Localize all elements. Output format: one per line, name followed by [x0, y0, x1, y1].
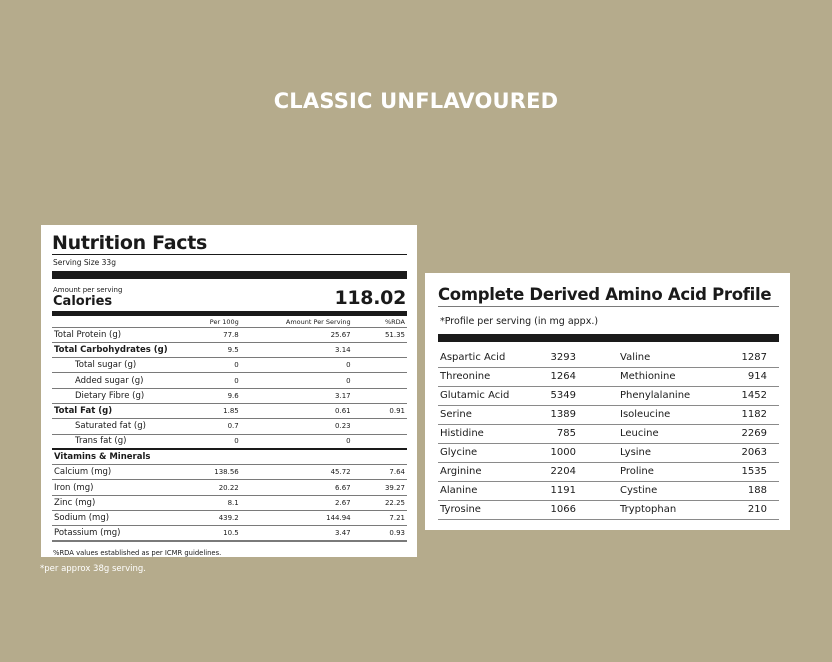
- rda-value: 0.93: [351, 526, 407, 541]
- amino-acid-value: 785: [538, 424, 576, 443]
- per-100g-value: 9.6: [177, 388, 238, 403]
- amino-acid-name: Alanine: [438, 481, 538, 500]
- nutrient-label: Total sugar (g): [52, 358, 177, 373]
- amino-acid-name: Threonine: [438, 367, 538, 386]
- nutrient-label: Total Fat (g): [52, 403, 177, 418]
- amino-acid-subtitle: *Profile per serving (in mg appx.): [440, 316, 599, 327]
- table-row: [52, 327, 407, 342]
- table-row: [52, 403, 407, 418]
- rda-value: [351, 342, 407, 357]
- rda-value: [351, 419, 407, 434]
- mineral-label: Calcium (mg): [52, 465, 177, 480]
- per-100g-value: 138.56: [177, 465, 238, 480]
- per-100g-value: 0.7: [177, 419, 238, 434]
- per-100g-value: 10.5: [177, 526, 238, 541]
- per-serving-value: 2.67: [239, 495, 351, 510]
- amino-acid-value: 5349: [538, 386, 576, 405]
- rda-value: [351, 373, 407, 388]
- per-100g-value: 20.22: [177, 480, 238, 495]
- serving-footnote: *per approx 38g serving.: [40, 564, 146, 574]
- column-header: [52, 316, 177, 327]
- mineral-label: Potassium (mg): [52, 526, 177, 541]
- amino-acid-name: Glycine: [438, 443, 538, 462]
- table-row: [52, 465, 407, 480]
- table-header-row: [52, 316, 407, 327]
- amino-acid-name: Valine: [618, 348, 719, 367]
- per-serving-value: 3.47: [239, 526, 351, 541]
- amino-acid-value: 3293: [538, 348, 576, 367]
- table-row: [438, 443, 779, 462]
- table-row: [438, 348, 779, 367]
- amino-acid-value: 210: [719, 500, 779, 519]
- per-serving-value: 25.67: [239, 327, 351, 342]
- nutrition-facts-title: Nutrition Facts: [52, 232, 208, 254]
- per-serving-value: 0.61: [239, 403, 351, 418]
- nutrient-label: Total Carbohydrates (g): [52, 342, 177, 357]
- table-row: [52, 342, 407, 357]
- per-100g-value: 439.2: [177, 511, 238, 526]
- amino-acid-name: Isoleucine: [618, 405, 719, 424]
- amino-acid-value: 2204: [538, 462, 576, 481]
- amino-acid-value: 1389: [538, 405, 576, 424]
- nutrient-label: Added sugar (g): [52, 373, 177, 388]
- amino-acid-value: 2269: [719, 424, 779, 443]
- table-row: [438, 481, 779, 500]
- table-row: [438, 462, 779, 481]
- vitamins-minerals-heading-row: [52, 449, 407, 464]
- table-row: [52, 388, 407, 403]
- table-row: [52, 373, 407, 388]
- serving-size: Serving Size 33g: [53, 258, 116, 267]
- amino-acid-value: 2063: [719, 443, 779, 462]
- nutrient-label: Total Protein (g): [52, 327, 177, 342]
- mineral-label: Zinc (mg): [52, 495, 177, 510]
- divider-thick: [52, 271, 407, 279]
- rda-value: 22.25: [351, 495, 407, 510]
- nutrient-label: Dietary Fibre (g): [52, 388, 177, 403]
- per-100g-value: 0: [177, 373, 238, 388]
- per-serving-value: 144.94: [239, 511, 351, 526]
- amino-acid-value: 1182: [719, 405, 779, 424]
- rda-value: [351, 434, 407, 449]
- amino-acid-value: 1000: [538, 443, 576, 462]
- table-row: [52, 526, 407, 541]
- amino-acid-name: Tyrosine: [438, 500, 538, 519]
- amino-acid-value: 914: [719, 367, 779, 386]
- rda-value: 7.21: [351, 511, 407, 526]
- nutrition-facts-panel: [41, 225, 417, 557]
- amino-acid-value: 1535: [719, 462, 779, 481]
- amino-acid-name: Arginine: [438, 462, 538, 481]
- column-header-rda: %RDA: [351, 316, 407, 327]
- vitamins-minerals-heading: Vitamins & Minerals: [52, 449, 407, 464]
- amino-acid-name: Glutamic Acid: [438, 386, 538, 405]
- rda-value: [351, 388, 407, 403]
- amino-acid-value: 1191: [538, 481, 576, 500]
- rda-value: 51.35: [351, 327, 407, 342]
- amino-acid-name: Aspartic Acid: [438, 348, 538, 367]
- table-row: [52, 434, 407, 449]
- per-100g-value: 9.5: [177, 342, 238, 357]
- per-serving-value: 0: [239, 434, 351, 449]
- per-100g-value: 0: [177, 434, 238, 449]
- table-row: [52, 419, 407, 434]
- column-header-amount-per-serving: Amount Per Serving: [239, 316, 351, 327]
- rda-value: 39.27: [351, 480, 407, 495]
- amino-acid-value: 1264: [538, 367, 576, 386]
- amino-acid-name: Tryptophan: [618, 500, 719, 519]
- table-row: [438, 386, 779, 405]
- per-100g-value: 1.85: [177, 403, 238, 418]
- table-row: [52, 480, 407, 495]
- nutrient-label: Saturated fat (g): [52, 419, 177, 434]
- amount-per-serving-label: Amount per serving: [53, 286, 123, 294]
- rda-note: %RDA values established as per ICMR guidelines.: [53, 549, 222, 558]
- amino-acid-panel: [425, 273, 790, 530]
- table-row: [52, 358, 407, 373]
- amino-acid-name: Lysine: [618, 443, 719, 462]
- table-row: [52, 511, 407, 526]
- rda-value: 7.64: [351, 465, 407, 480]
- nutrition-table: [52, 316, 407, 542]
- per-100g-value: 0: [177, 358, 238, 373]
- amino-acid-name: Leucine: [618, 424, 719, 443]
- amino-acid-name: Methionine: [618, 367, 719, 386]
- per-100g-value: 8.1: [177, 495, 238, 510]
- amino-acid-value: 188: [719, 481, 779, 500]
- page-title: CLASSIC UNFLAVOURED: [273, 89, 559, 113]
- table-row: [438, 500, 779, 519]
- mineral-label: Sodium (mg): [52, 511, 177, 526]
- per-serving-value: 0: [239, 373, 351, 388]
- amino-acid-name: Cystine: [618, 481, 719, 500]
- amino-acid-table: [438, 348, 779, 520]
- per-100g-value: 77.8: [177, 327, 238, 342]
- mineral-label: Iron (mg): [52, 480, 177, 495]
- calories-label: Calories: [53, 294, 113, 309]
- column-header-per-100g: Per 100g: [177, 316, 238, 327]
- per-serving-value: 3.14: [239, 342, 351, 357]
- table-row: [52, 495, 407, 510]
- amino-acid-value: 1287: [719, 348, 779, 367]
- per-serving-value: 6.67: [239, 480, 351, 495]
- amino-acid-name: Phenylalanine: [618, 386, 719, 405]
- table-row: [438, 405, 779, 424]
- rda-value: 0.91: [351, 403, 407, 418]
- per-serving-value: 45.72: [239, 465, 351, 480]
- table-row: [438, 367, 779, 386]
- per-serving-value: 0: [239, 358, 351, 373]
- per-serving-value: 3.17: [239, 388, 351, 403]
- calories-block: [52, 279, 407, 311]
- divider-thick: [438, 334, 779, 342]
- table-row: [438, 424, 779, 443]
- calories-value: 118.02: [334, 287, 406, 309]
- nutrient-label: Trans fat (g): [52, 434, 177, 449]
- amino-acid-name: Serine: [438, 405, 538, 424]
- per-serving-value: 0.23: [239, 419, 351, 434]
- amino-acid-name: Histidine: [438, 424, 538, 443]
- amino-acid-name: Proline: [618, 462, 719, 481]
- amino-acid-value: 1066: [538, 500, 576, 519]
- rda-value: [351, 358, 407, 373]
- amino-acid-value: 1452: [719, 386, 779, 405]
- amino-acid-title: Complete Derived Amino Acid Profile: [438, 285, 772, 304]
